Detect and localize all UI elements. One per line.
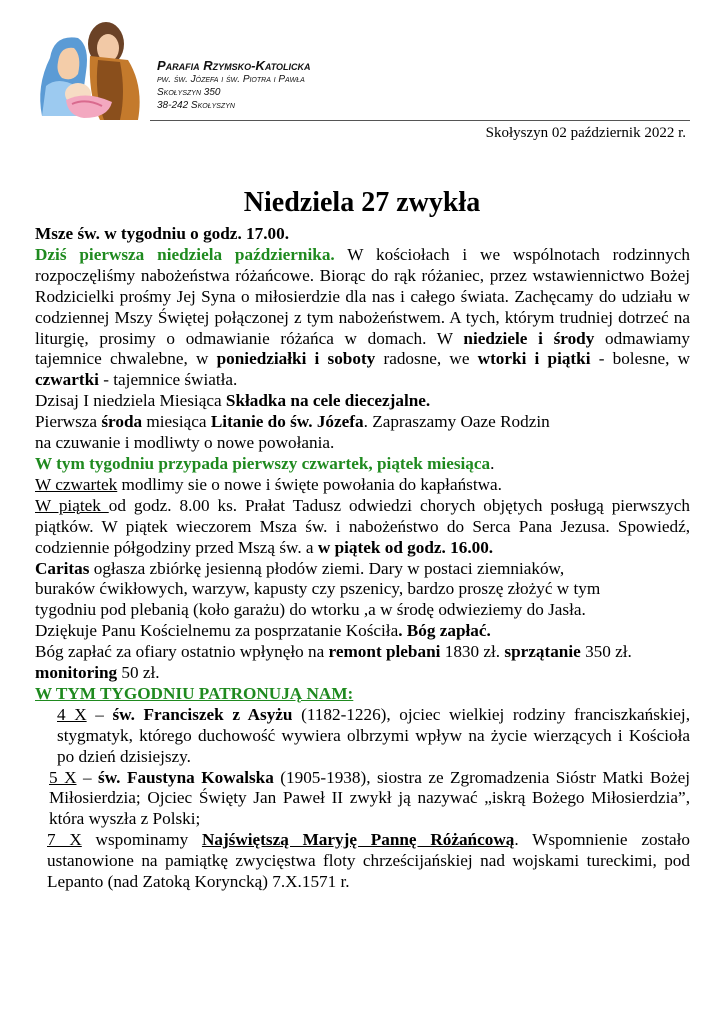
patron-date: 4 X xyxy=(57,704,87,724)
offer-item-monitoring: monitoring xyxy=(35,663,118,683)
wednesday-text: Pierwsza xyxy=(35,412,102,432)
patron-faustina xyxy=(35,768,690,831)
thanks-text: Dziękuje Panu Kościelnemu za posprzatanie Kościła xyxy=(35,621,399,641)
patron-text: (1905-1938), siostra ze Zgromadzenia Sióstr Matki Bożej Miłosierdzia; Ojciec Święty Jan Paweł II zwykł ją nazywać „iskrą Bożego Miłosierdzia”, która wyszła z Polski; xyxy=(49,767,690,829)
first-week-dot: . xyxy=(490,453,495,473)
thursday-label: W czwartek xyxy=(35,474,118,494)
wednesday-note xyxy=(35,412,690,433)
collection-note xyxy=(35,391,690,412)
friday-label: W piątek xyxy=(35,495,109,515)
collection-text: Dzisaj I niedziela Miesiąca xyxy=(35,391,226,411)
rosary-text: - tajemnice światła. xyxy=(98,370,238,390)
friday-text: od godz. 8.00 ks. Prałat Tadusz odwiedzi chorych objętych posługą pierwszych piątków. W piątek wieczorem Msza św. i nabożeństwo do Serca Pana Jezusa. Spowiedź, codziennie półgodziny przed Mszą św. a xyxy=(35,495,690,557)
thursday-text: modlimy sie o nowe i święte powołania do kapłaństwa. xyxy=(117,474,502,494)
thanks-bold: . Bóg zapłać. xyxy=(398,621,491,641)
patron-name: św. Franciszek z Asyżu xyxy=(112,704,293,724)
offer-item-cleaning: sprzątanie xyxy=(504,642,581,662)
parish-header xyxy=(157,58,311,112)
patron-rosary xyxy=(35,830,690,893)
parish-address: Skołyszyn 350 xyxy=(157,87,221,98)
patrons-heading: W TYM TYGODNIU PATRONUJĄ NAM: xyxy=(35,683,354,703)
friday-note xyxy=(35,496,690,559)
offer-text: 1830 zł. xyxy=(440,642,505,662)
patron-dash: – xyxy=(76,767,99,787)
thanks-note xyxy=(35,621,690,642)
patron-date: 5 X xyxy=(49,767,77,787)
offer-text: 350 zł. xyxy=(580,642,632,662)
offer-item-renovation: remont plebani xyxy=(328,642,441,662)
caritas-note xyxy=(35,559,690,580)
rosary-text: radosne, we xyxy=(375,349,478,369)
caritas-text: ogłasza zbiórkę jesienną płodów ziemi. Dary w postaci ziemniaków, xyxy=(89,558,565,578)
wednesday-day: środa xyxy=(101,412,143,432)
header-divider xyxy=(150,120,690,121)
parish-patrons: pw. św. Józefa i św. Piotra i Pawła xyxy=(157,74,305,85)
holy-family-logo xyxy=(28,16,146,122)
parish-name: Parafia Rzymsko-Katolicka xyxy=(157,58,311,73)
mass-times: Msze św. w tygodniu o godz. 17.00. xyxy=(35,224,290,243)
rosary-sorrowful-days: wtorki i piątki xyxy=(477,349,591,369)
announcements xyxy=(35,224,690,893)
rosary-text: W kościołach i we wspólnotach rodzinnych rozpoczęliśmy nabożeństwa różańcowe. Biorąc do rąk różaniec, przez wstawiennictwo Bożej Rodzicielki prośmy Jej Syna o miłosierdzie dla nas i całego świata. Zachęcamy do udziału w codziennej Mszy Świętej połączonej z tym nabożeństwem. A tych, którym trudniej dotrzeć na liturgię, prosimy o odmawianie różańca w domach. W xyxy=(35,244,690,348)
rosary-paragraph xyxy=(35,245,690,391)
rosary-text: - bolesne, w xyxy=(590,349,691,369)
patron-date: 7 X xyxy=(47,830,82,850)
wednesday-text: . Zapraszamy Oaze Rodzin xyxy=(363,412,550,432)
patron-dash: – xyxy=(86,704,113,724)
parish-postcode: 38-242 Skołyszyn xyxy=(157,100,235,111)
patron-name: Najświętszą Maryję Pannę Różańcową xyxy=(201,830,515,850)
collection-purpose: Składka na cele diecezjalne. xyxy=(225,391,431,411)
caritas-label: Caritas xyxy=(35,558,90,578)
rosary-lead: Dziś pierwsza niedziela października. xyxy=(35,244,335,264)
wednesday-note-2: na czuwanie i modliwty o nowe powołania. xyxy=(35,433,335,453)
rosary-text: odmawiamy tajemnice chwalebne, w xyxy=(35,328,691,369)
offer-text: 50 zł. xyxy=(117,663,160,683)
rosary-glorious-days: niedziele i środy xyxy=(463,328,595,348)
offerings-note xyxy=(35,642,690,684)
patron-text: (1182-1226), ojciec wielkiej rodziny franciszkańskiej, stygmatyk, którego duchowość wywiera olbrzymi wpływ na życie wierzących i Kościoła po dzień dzisiejszy. xyxy=(57,704,691,766)
thursday-note xyxy=(35,475,690,496)
friday-confession-time: w piątek od godz. 16.00. xyxy=(317,537,494,557)
rosary-joyful-days: poniedziałki i soboty xyxy=(216,349,376,369)
page-title: Niedziela 27 zwykła xyxy=(243,187,481,218)
bulletin-date: Skołyszyn 02 październik 2022 r. xyxy=(485,125,686,141)
caritas-note-3: tygodniu pod plebanią (koło garażu) do wtorku ,a w środę odwieziemy do Jasła. xyxy=(35,600,586,620)
offer-text: Bóg zapłać za ofiary ostatnio wpłynęło na xyxy=(35,642,329,662)
holy-family-icon xyxy=(28,16,146,122)
patron-name: św. Faustyna Kowalska xyxy=(98,767,274,787)
wednesday-text: miesiąca xyxy=(142,412,211,432)
rosary-luminous-days: czwartki xyxy=(35,370,99,390)
patron-text: . Wspomnienie zostało ustanowione na pamiątkę zwycięstwa floty chrześcijańskiej nad wojskami tureckimi, pod Lepanto (nad Zatoką Koryncką) 7.X.1571 r. xyxy=(47,830,691,892)
wednesday-litany: Litanie do św. Józefa xyxy=(210,412,364,432)
caritas-note-2: buraków ćwikłowych, warzyw, kapusty czy pszenicy, bardzo proszę złożyć w tym xyxy=(35,579,601,599)
first-week-text: W tym tygodniu przypada pierwszy czwartek, piątek miesiąca xyxy=(35,453,491,473)
patron-francis xyxy=(35,705,690,768)
first-week-heading xyxy=(35,454,690,475)
patron-text: wspominamy xyxy=(81,830,202,850)
